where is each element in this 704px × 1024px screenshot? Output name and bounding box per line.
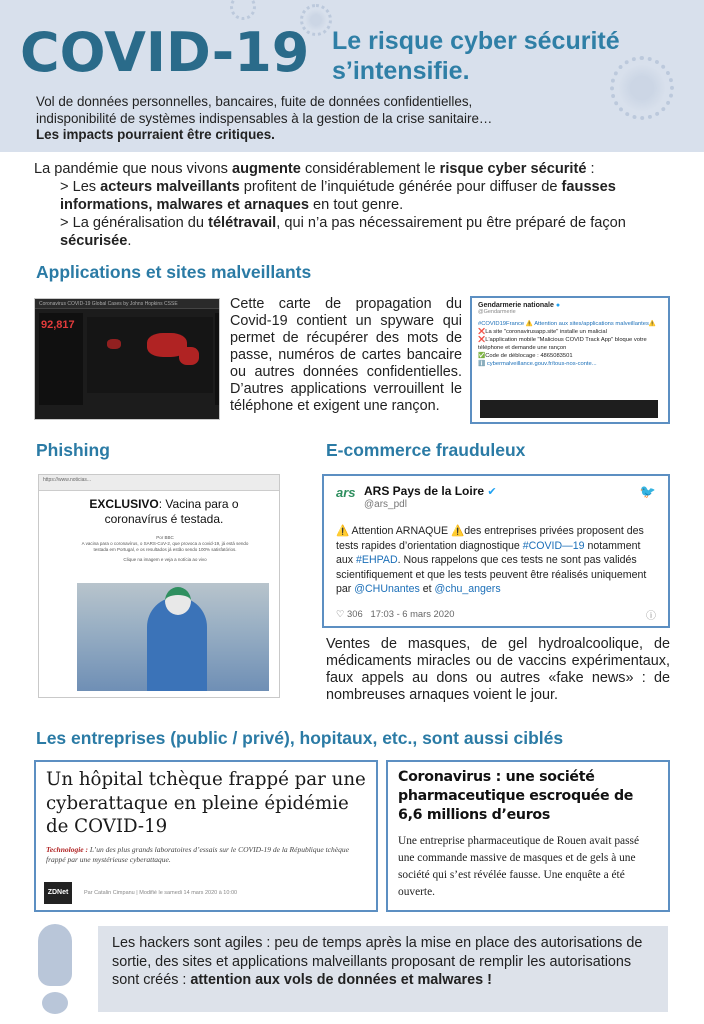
gendarmerie-tweet: Gendarmerie nationale ● @Gendarmerie #COVID19France ⚠️ Attention aux sites/applications malveillantes⚠️ ❌La site "coronavirusapp.site" installe un malicial ❌L'application mobile "Malicious COVID Track App" bloque votre téléphone et demande une rançon ✅Code de déblocage : 4865083501 ℹ️ cybermalveillance.gouv.fr/tous-nos-conte... [470, 296, 670, 424]
exclamation-icon [32, 924, 78, 1014]
map-counter: 92,817 [41, 319, 75, 331]
verified-badge-icon: ✔ [487, 486, 497, 498]
world-map [87, 317, 213, 393]
news-article-hospital: Un hôpital tchèque frappé par une cyberattaque en pleine épidémie de COVID-19 Technologie : L’un des plus grands laboratoires d’essais sur le COVID-19 de la République tchèque frappé par une mystérieuse cyberattaque. ZDNet Par Catalin Cimpanu | Modifié le samedi 14 mars 2020 à 10:00 [34, 760, 378, 912]
article-title: Coronavirus : une société pharmaceutique escroquée de 6,6 millions d’euros [398, 769, 634, 823]
page-title: COVID-19 [20, 21, 310, 84]
info-icon[interactable]: ⓘ [646, 611, 656, 622]
section-title-phishing: Phishing [36, 440, 110, 460]
ars-logo: ars [336, 485, 356, 500]
phishing-headline: EXCLUSIVO: Vacina para o coronavírus é testada. [89, 497, 239, 526]
page-subtitle: Le risque cyber sécurité s’intensifie. [332, 27, 620, 85]
ecommerce-description: Ventes de masques, de gel hydroalcoolique, de médicaments miracles ou de vaccins expérimentaux, faux appels au dons ou autres «fake news» : de nombreuses arnaques voient le jour. [326, 636, 670, 703]
warning-box: Les hackers sont agiles : peu de temps après la mise en place des autorisations de sortie, des sites et applications malveillants proposant de remplir les autorisations sont créés : attention aux vols de données et malwares ! [98, 926, 668, 1012]
covid-map-screenshot [34, 298, 220, 420]
header-description: Vol de données personnelles, bancaires, fuite de données confidentielles, indisponibilité de systèmes indispensables à la gestion de la crise sanitaire… Les impacts pourraient être critiques. [36, 94, 493, 142]
heart-icon[interactable]: ♡ [336, 608, 345, 619]
ars-tweet: ars ARS Pays de la Loire ✔ @ars_pdl 🐦 ⚠️ Attention ARNAQUE ⚠️des entreprises privées proposent des tests rapides d’orientation diagnostique #COVID—19 notamment aux #EHPAD. Nous rappelons que ces tests ne sont pas validés scientifiquement et que les tests peuvent être réalisés uniquement par @CHUnantes et @chu_angers ♡ 306 17:03 - 6 mars 2020 ⓘ [322, 474, 670, 628]
browser-bar: https://www.noticias... [39, 475, 279, 491]
section-title-apps: Applications et sites malveillants [36, 262, 312, 282]
header-banner [0, 0, 704, 152]
apps-description: Cette carte de propagation du Covid-19 contient un spyware qui permet de récupérer des mots de passe, numéros de cartes bancaire ou autres données confidentielles. D’autres applications verrouillent le téléphone et exigent une rançon. [230, 296, 462, 414]
virus-icon [230, 0, 256, 20]
section-title-ecommerce: E-commerce frauduleux [326, 440, 526, 460]
tweet-text: ⚠️ Attention ARNAQUE ⚠️des entreprises privées proposent des tests rapides d’orientation diagnostique #COVID—19 notamment aux #EHPAD. Nous rappelons que ces tests ne sont pas validés scientifiquement et que les tests peuvent être réalisés uniquement par @CHUnantes et @chu_angers [336, 525, 647, 595]
intro-text: La pandémie que nous vivons augmente considérablement le risque cyber sécurité : > Les acteurs malveillants profitent de l’inquiétude générée pour diffuser de fausses informations, malwares et arnaques en tout genre. > La généralisation du télétravail, qui n’a pas nécessairement pu être préparé de façon sécurisée. [34, 161, 626, 249]
verified-badge-icon: ● [555, 302, 561, 309]
zdnet-logo: ZDNet [44, 882, 72, 904]
article-title: Un hôpital tchèque frappé par une cyberattaque en pleine épidémie de COVID-19 [46, 769, 366, 837]
phishing-screenshot: https://www.noticias... EXCLUSIVO: Vacina para o coronavírus é testada. Por BBC A vacina para o coronavírus, o SARS-CoV-2, que provoca a covid-19, já está sendo testada em Portugal, e os resultados já estão sendo 100% satisfatórios. Clique na imagem e veja a notícia ao vivo [38, 474, 280, 698]
news-article-pharma [386, 760, 670, 912]
section-title-companies: Les entreprises (public / privé), hopitaux, etc., sont aussi ciblés [36, 728, 564, 748]
twitter-bird-icon: 🐦 [639, 484, 656, 499]
map-title-bar: Coronavirus COVID-19 Global Cases by Johns Hopkins CSSE [35, 299, 219, 309]
doctor-photo [77, 583, 269, 691]
article-text: Une entreprise pharmaceutique de Rouen avait passé une commande massive de masques et de gels à une société qui s’est révélée fausse. Une enquête a été ouverte. [398, 835, 640, 898]
